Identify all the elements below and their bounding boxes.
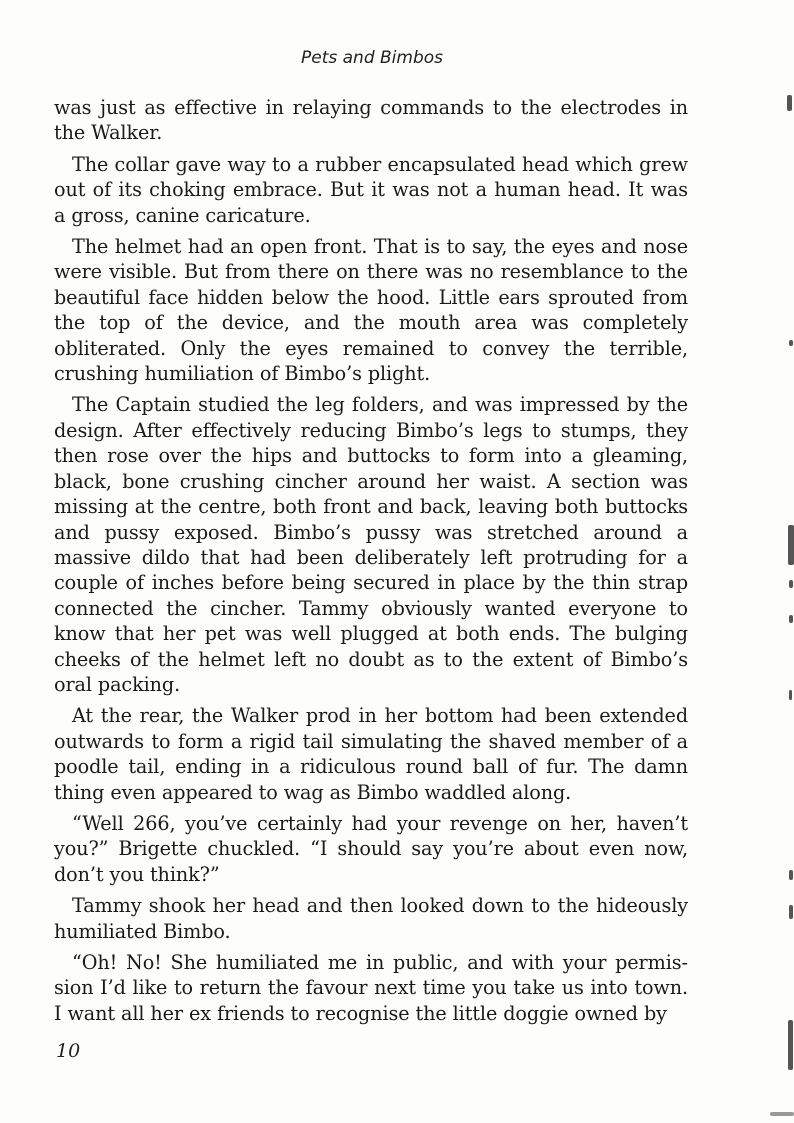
page-number: 10 bbox=[56, 1040, 81, 1062]
scan-edge-mark bbox=[789, 340, 793, 346]
scan-edge-mark bbox=[789, 690, 792, 700]
scan-edge-mark bbox=[789, 615, 793, 623]
scan-edge-mark bbox=[787, 95, 792, 111]
scan-edge-mark bbox=[789, 870, 793, 880]
body-text bbox=[54, 95, 688, 1032]
paragraph: “Well 266, you’ve certainly had your revenge on her, haven’t you?” Brigette chuckled. “I should say you’re about even now, don’t you think?” bbox=[54, 811, 688, 886]
running-head: Pets and Bimbos bbox=[300, 48, 444, 68]
scan-edge-mark bbox=[788, 1020, 793, 1070]
paragraph: The helmet had an open front. That is to say, the eyes and nose were visible. But from there on there was no resemblance to the beautiful face hidden below the hood. Little ears sprouted from the top of the device, and the mouth area was completely obliterated. Only the eyes remained to convey the terrible, crushing humiliation of Bimbo’s plight. bbox=[54, 235, 688, 386]
paragraph: was just as effective in relaying commands to the electrodes in the Walker. bbox=[54, 96, 688, 145]
paragraph: “Oh! No! She humiliated me in public, and with your permission I’d like to return the favour next time you take us into town. I want all her ex friends to recognise the little doggie owned by bbox=[54, 951, 688, 1025]
paragraph: The collar gave way to a rubber encapsulated head which grew out of its choking embrace. But it was not a human head. It was a gross, canine caricature. bbox=[54, 152, 688, 227]
scan-edge-mark bbox=[788, 525, 794, 565]
paragraph: At the rear, the Walker prod in her bottom had been extended outwards to form a rigid tail simulating the shaved member of a poodle tail, ending in a ridiculous round ball of fur. The damn thing even appeared to wag as Bimbo waddled along. bbox=[54, 704, 688, 804]
scan-edge-mark bbox=[789, 905, 793, 919]
paragraph: Tammy shook her head and then looked down to the hideously humiliated Bimbo. bbox=[54, 894, 688, 943]
scan-edge-mark bbox=[789, 580, 793, 588]
paragraph: The Captain studied the leg folders, and was impressed by the design. After effectively reducing Bimbo’s legs to stumps, they then rose over the hips and buttocks to form into a gleaming, black, bone crushing cincher around her waist. A section was missing at the centre, both front and back, leaving both buttocks and pussy exposed. Bimbo’s pussy was stretched around a massive dildo that had been deliberately left protruding for a couple of inches before being secured in place by the thin strap connected the cincher. Tammy obviously wanted everyone to know that her pet was well plugged at both ends. The bulging cheeks of the helmet left no doubt as to the extent of Bimbo’s oral packing. bbox=[54, 393, 688, 696]
scan-edge-mark bbox=[770, 1112, 794, 1116]
